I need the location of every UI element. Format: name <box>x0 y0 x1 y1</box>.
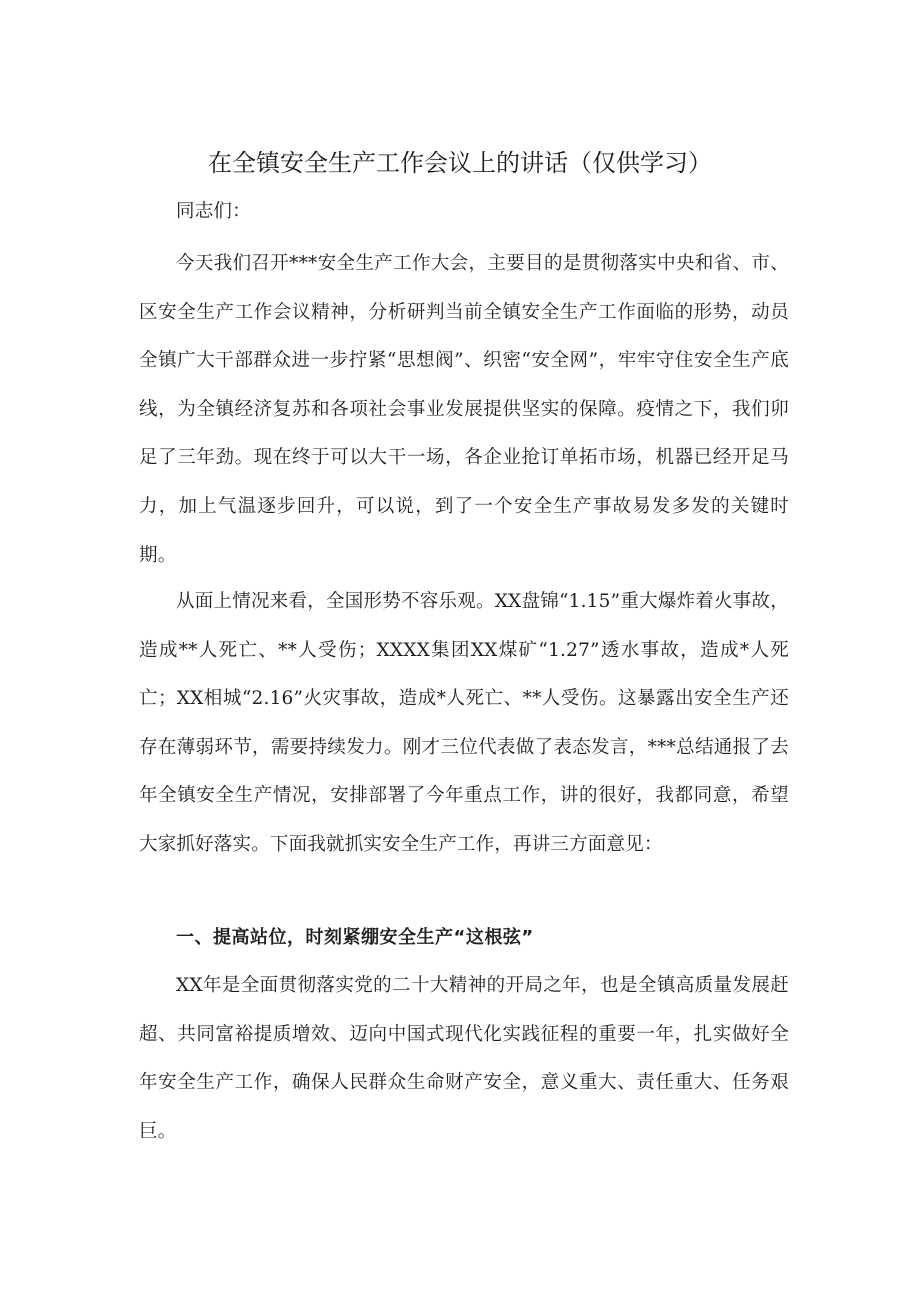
section-heading: 一、提高站位，时刻紧绷安全生产“这根弦” <box>176 927 534 948</box>
paragraph-2: 从面上情况来看，全国形势不容乐观。XX盘锦“1.15”重大爆炸着火事故，造成**人死亡、**人受伤；XXXX集团XX煤矿“1.27”透水事故，造成*人死亡；XX相城“2.16”火灾事故，造成*人死亡、**人受伤。这暴露出安全生产还存在薄弱环节，需要持续发力。刚才三位代表做了表态发言，***总结通报了去年全镇安全生产情况，安排部署了今年重点工作，讲的很好，我都同意，希望大家抓好落实。下面我就抓实安全生产工作，再讲三方面意见： <box>139 591 789 855</box>
document-title: 在全镇安全生产工作会议上的讲话（仅供学习） <box>208 149 712 177</box>
section-paragraph: XX年是全面贯彻落实党的二十大精神的开局之年，也是全镇高质量发展赶超、共同富裕提质增效、迈向中国式现代化实践征程的重要一年，扎实做好全年安全生产工作，确保人民群众生命财产安全，意义重大、责任重大、任务艰巨。 <box>139 975 789 1142</box>
paragraph-1: 今天我们召开***安全生产工作大会，主要目的是贯彻落实中央和省、市、区安全生产工作会议精神，分析研判当前全镇安全生产工作面临的形势，动员全镇广大干部群众进一步拧紧“思想阀”、织密“安全网”，牢牢守住安全生产底线，为全镇经济复苏和各项社会事业发展提供坚实的保障。疫情之下，我们卯足了三年劲。现在终于可以大干一场，各企业抢订单拓市场，机器已经开足马力，加上气温逐步回升，可以说，到了一个安全生产事故易发多发的关键时期。 <box>139 253 789 566</box>
salutation: 同志们： <box>176 201 251 222</box>
